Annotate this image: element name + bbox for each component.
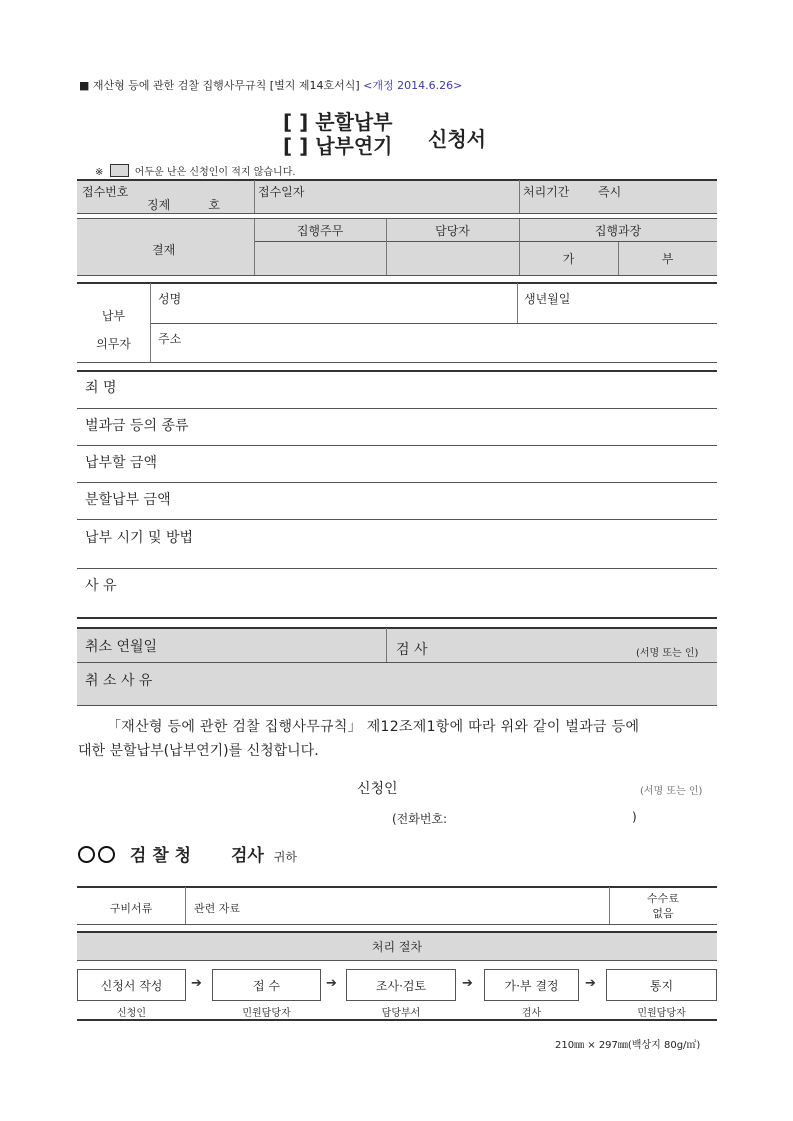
step-name: 접 수 — [253, 978, 280, 993]
payer-label — [77, 302, 150, 358]
payer-label-line2: 의무자 — [96, 337, 131, 351]
processing-period-label: 처리기간 — [523, 185, 570, 199]
blank-circle-icon — [98, 846, 115, 863]
procedure-title: 처리 절차 — [371, 940, 423, 954]
processing-period-value: 즉시 — [598, 185, 622, 199]
payment-timing-method-field[interactable] — [230, 522, 715, 566]
step-box-application — [77, 969, 186, 1001]
cancel-date-label: 취소 연월일 — [85, 639, 158, 655]
title-option-installment: [ ] 분할납부 — [283, 110, 393, 134]
phone-close: ) — [632, 810, 637, 824]
regulation-text: 재산형 등에 관한 검찰 집행사무규칙 [별지 제14호서식] — [92, 79, 360, 92]
crime-field[interactable] — [230, 373, 715, 405]
form-title-options — [283, 110, 393, 158]
step-name: 조사·검토 — [375, 978, 427, 993]
installment-amount-label: 분할납부 금액 — [85, 492, 171, 508]
applicant-signature-field[interactable] — [410, 775, 630, 797]
addressee-prosecutor-label: 검사 — [230, 846, 264, 866]
officer-in-charge-label: 담당자 — [435, 224, 470, 238]
name-field[interactable] — [200, 285, 510, 319]
required-documents-label: 구비서류 — [109, 902, 153, 915]
receipt-number-label: 접수번호 — [82, 185, 129, 199]
fee — [609, 891, 717, 921]
section-chief-label: 집행과장 — [594, 224, 642, 238]
step-name: 통지 — [649, 978, 674, 993]
amount-due-field[interactable] — [230, 448, 715, 480]
cancel-reason-label: 취 소 사 유 — [85, 673, 153, 689]
address-field[interactable] — [200, 326, 715, 360]
notice-text: 어두운 난은 신청인이 적지 않습니다. — [134, 167, 296, 178]
installment-amount-field[interactable] — [230, 485, 715, 517]
step-box-receipt — [212, 969, 321, 1001]
revision-text: <개정 2014.6.26> — [363, 79, 463, 92]
step-actor: 신청인 — [117, 1008, 146, 1019]
fee-value: 없음 — [652, 907, 674, 920]
fine-type-field[interactable] — [230, 411, 715, 443]
address-label: 주소 — [158, 332, 182, 346]
notice-mark: ※ — [95, 167, 104, 178]
square-bullet: ■ — [79, 79, 90, 92]
applicant-sign-label: (서명 또는 인) — [640, 786, 703, 797]
reason-field[interactable] — [230, 571, 715, 615]
phone-label: (전화번호: — [392, 812, 448, 826]
notice — [95, 163, 296, 178]
payment-timing-method-label: 납부 시기 및 방법 — [85, 530, 194, 546]
reject-label: 부 — [661, 252, 674, 266]
arrow-right-icon: ➔ — [585, 976, 596, 991]
shaded-box-sample — [110, 164, 129, 177]
form-title: 신청서 — [428, 127, 486, 151]
receipt-date-label: 접수일자 — [258, 185, 305, 199]
birth-date-label: 생년월일 — [524, 292, 571, 306]
receipt-number-value: 징제 호 — [147, 198, 220, 212]
crime-label: 죄 명 — [85, 380, 117, 396]
executive-officer-label: 집행주무 — [296, 224, 344, 238]
prosecutors-office-label: 검 찰 청 — [129, 846, 192, 866]
addressee — [78, 841, 297, 866]
cancel-prosecutor-label: 검 사 — [396, 642, 428, 658]
approval-label: 결재 — [152, 243, 176, 257]
step-name: 가·부 결정 — [504, 978, 559, 993]
step-actor: 검사 — [521, 1008, 542, 1019]
arrow-right-icon: ➔ — [191, 976, 202, 991]
reason-label: 사 유 — [85, 578, 117, 594]
arrow-right-icon: ➔ — [462, 976, 473, 991]
phone-field[interactable] — [462, 806, 627, 826]
regulation-header — [79, 77, 462, 93]
applicant-label: 신청인 — [357, 781, 398, 797]
approve-label: 가 — [562, 252, 575, 266]
honorific-label: 귀하 — [273, 850, 297, 864]
blank-circle-icon — [78, 846, 95, 863]
paper-spec: 210㎜ × 297㎜(백상지 80g/㎡) — [555, 1040, 701, 1051]
step-box-decision — [484, 969, 579, 1001]
fee-label: 수수료 — [647, 892, 679, 905]
step-actor: 담당부서 — [381, 1008, 421, 1019]
fine-type-label: 벌과금 등의 종류 — [85, 418, 189, 434]
statement-line2: 대한 분할납부(납부연기)를 신청합니다. — [78, 743, 319, 759]
arrow-right-icon: ➔ — [326, 976, 337, 991]
statement-line1: 「재산형 등에 관한 검찰 집행사무규칙」 제12조제1항에 따라 위와 같이 벌과금 등에 — [107, 719, 640, 735]
amount-due-label: 납부할 금액 — [85, 455, 158, 471]
payer-label-line1: 납부 — [101, 309, 126, 323]
step-box-notification — [606, 969, 717, 1001]
name-label: 성명 — [158, 292, 182, 306]
birth-date-field[interactable] — [590, 285, 715, 319]
cancel-sign-label: (서명 또는 인) — [636, 648, 699, 659]
step-box-review — [346, 969, 456, 1001]
step-actor: 민원담당자 — [242, 1008, 291, 1019]
step-name: 신청서 작성 — [100, 978, 163, 993]
title-option-deferral: [ ] 납부연기 — [283, 134, 393, 158]
step-actor: 민원담당자 — [637, 1008, 686, 1019]
required-documents-value: 관련 자료 — [194, 902, 241, 915]
